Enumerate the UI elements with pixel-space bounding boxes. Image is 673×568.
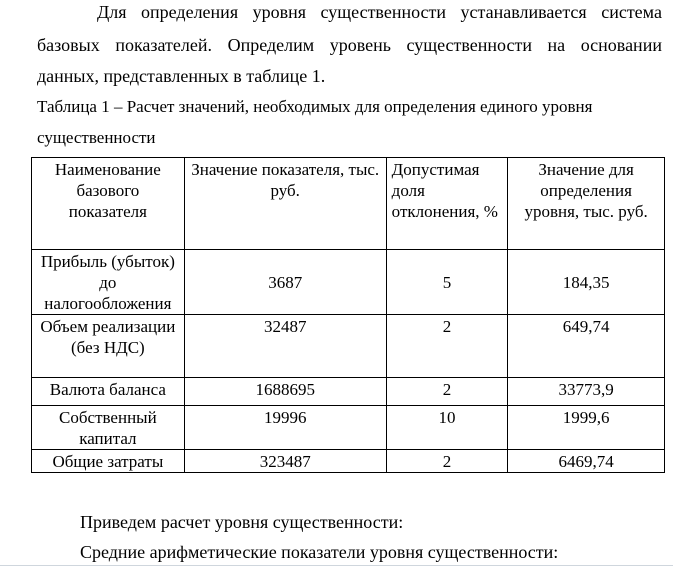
row-deviation: 5 [386, 250, 508, 315]
word: показателей. [115, 35, 213, 55]
row-value: 19996 [184, 406, 386, 450]
word: существенности [406, 35, 532, 55]
row-label: Объем реализации (без НДС) [32, 315, 185, 378]
row-deviation: 10 [386, 406, 508, 450]
word: основании [580, 35, 662, 55]
row-deviation: 2 [386, 450, 508, 473]
word: уровня [252, 2, 307, 22]
word: Для [97, 2, 127, 22]
row-value: 3687 [184, 250, 386, 315]
row-label: Прибыль (убыток) до налогообложения [32, 250, 185, 315]
paragraph-line-3: данных, представленных в таблице 1. [37, 66, 326, 86]
paragraph-averages: Средние арифметические показатели уровня существенности: [80, 542, 559, 562]
row-level: 6469,74 [508, 450, 665, 473]
row-level: 33773,9 [508, 378, 665, 406]
paragraph-line-2 [37, 34, 662, 56]
data-table [31, 157, 665, 473]
word: базовых [37, 35, 100, 55]
row-label: Валюта баланса [32, 378, 185, 406]
table-row [32, 315, 665, 378]
word: устанавливается [460, 2, 587, 22]
row-value: 1688695 [184, 378, 386, 406]
row-level: 184,35 [508, 250, 665, 315]
paragraph-calculation: Приведем расчет уровня существенности: [80, 512, 404, 532]
header-cell-value: Значение показателя, тыс. руб. [184, 158, 386, 250]
table-row [32, 450, 665, 473]
table-row [32, 378, 665, 406]
row-value: 32487 [184, 315, 386, 378]
row-deviation: 2 [386, 378, 508, 406]
word: на [547, 35, 566, 55]
word: уровень [329, 35, 391, 55]
row-level: 649,74 [508, 315, 665, 378]
row-value: 323487 [184, 450, 386, 473]
word: определения [141, 2, 239, 22]
row-deviation: 2 [386, 315, 508, 378]
row-label: Общие затраты [32, 450, 185, 473]
table-header-row [32, 158, 665, 250]
row-label: Собственный капитал [32, 406, 185, 450]
paragraph-line-1 [97, 1, 662, 23]
row-level: 1999,6 [508, 406, 665, 450]
word: Определим [227, 35, 315, 55]
table-row [32, 406, 665, 450]
header-cell-deviation: Допустимая доля отклонения, % [386, 158, 508, 250]
header-cell-level: Значение для определения уровня, тыс. руб. [508, 158, 665, 250]
table-caption-continued: существенности [37, 128, 156, 147]
word: система [601, 2, 662, 22]
page-bottom-divider [0, 565, 673, 566]
header-cell-indicator: Наименование базового показателя [32, 158, 185, 250]
word: существенности [320, 2, 447, 22]
table-caption: Таблица 1 – Расчет значений, необходимых для определения единого уровня [37, 97, 593, 116]
table-row [32, 250, 665, 315]
